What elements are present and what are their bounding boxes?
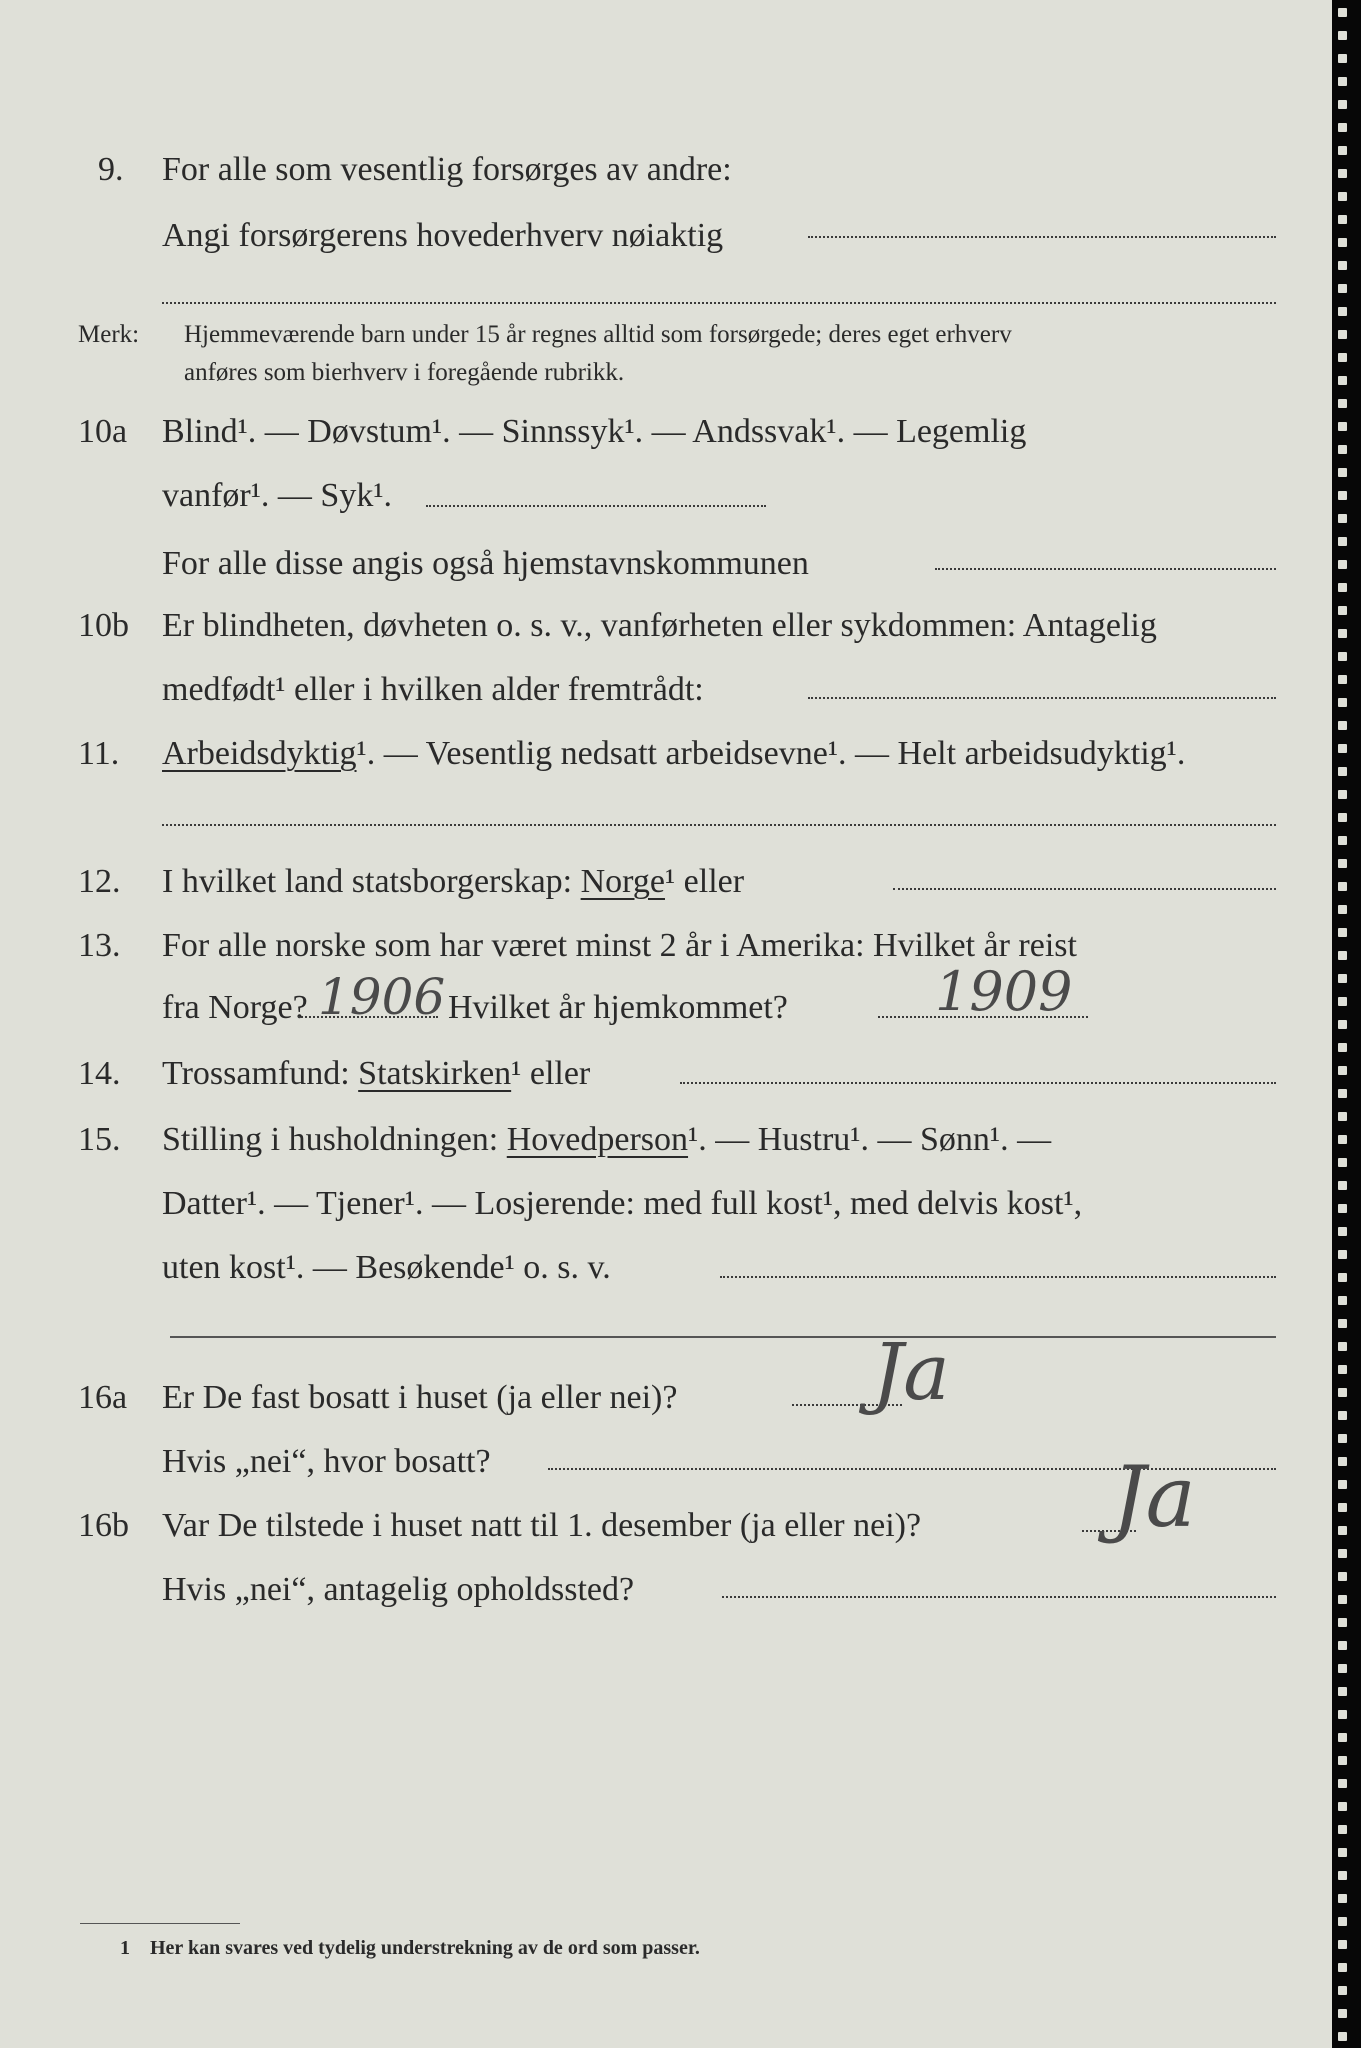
q10a-line1: Blind¹. — Døvstum¹. — Sinnssyk¹. — Andssvak¹. — Legemlig [162, 413, 1027, 450]
perforation-hole [1338, 2032, 1347, 2041]
perforation-hole [1338, 77, 1347, 86]
perforation-hole [1338, 1457, 1347, 1466]
q15-post: ¹. — Hustru¹. — Sønn¹. — [688, 1121, 1052, 1158]
q15-line3: uten kost¹. — Besøkende¹ o. s. v. [162, 1249, 611, 1286]
perforation-hole [1338, 1043, 1347, 1052]
perforation-hole [1338, 1848, 1347, 1857]
perforation-hole [1338, 1687, 1347, 1696]
perforation-hole [1338, 698, 1347, 707]
q11-number: 11. [78, 735, 120, 772]
q9-question: For alle som vesentlig forsørges av andre: [162, 151, 732, 188]
q14-underlined-option: Statskirken [358, 1055, 512, 1092]
q15-question: Stilling i husholdningen: [162, 1121, 499, 1158]
q14-question: Trossamfund: [162, 1055, 350, 1092]
perforation-hole [1338, 169, 1347, 178]
q13-handwritten-year-left: 1906 [318, 968, 446, 1026]
perforation-hole [1338, 1894, 1347, 1903]
footnote-rule [80, 1923, 240, 1924]
perforation-hole [1338, 606, 1347, 615]
perforation-hole [1338, 8, 1347, 17]
perforation-hole [1338, 1204, 1347, 1213]
q14-text [162, 1054, 590, 1094]
perforation-hole [1338, 1618, 1347, 1627]
perforation-hole [1338, 1365, 1347, 1374]
perforation-hole [1338, 1020, 1347, 1029]
q9-number: 9. [98, 151, 124, 188]
perforation-hole [1338, 951, 1347, 960]
q11-rest: ¹. — Vesentlig nedsatt arbeidsevne¹. — Helt arbeidsudyktig¹. [356, 735, 1186, 772]
q12-text [162, 862, 744, 902]
perforation-hole [1338, 836, 1347, 845]
perforation-hole [1338, 376, 1347, 385]
q14-post: ¹ eller [511, 1055, 591, 1092]
q11-line [162, 824, 1276, 826]
q10a-line2: vanfør¹. — Syk¹. [162, 477, 393, 514]
note-line1: Hjemmeværende barn under 15 år regnes alltid som forsørgede; deres eget erhverv [184, 321, 1012, 348]
perforation-hole [1338, 215, 1347, 224]
q9-extra-line [162, 302, 1276, 304]
perforation-hole [1338, 514, 1347, 523]
perforation-hole [1338, 1963, 1347, 1972]
q13-mid: Hvilket år hjemkommet? [448, 989, 788, 1026]
perforation-hole [1338, 1342, 1347, 1351]
perforation-hole [1338, 1710, 1347, 1719]
footnote-number: 1 [120, 1937, 130, 1959]
q16b-handwritten-answer: Ja [1112, 1448, 1196, 1546]
q10b-line2: medfødt¹ eller i hvilken alder fremtrådt: [162, 671, 704, 708]
q16a-number: 16a [78, 1379, 128, 1416]
perforation-hole [1338, 721, 1347, 730]
separator-line [170, 1336, 1276, 1338]
perforation-hole [1338, 1434, 1347, 1443]
q11-underlined-option: Arbeidsdyktig [162, 735, 357, 772]
q13-pre: fra Norge? [162, 989, 308, 1026]
perforation-hole [1338, 491, 1347, 500]
perforation-hole [1338, 1250, 1347, 1259]
perforation-hole [1338, 583, 1347, 592]
q12-number: 12. [78, 863, 121, 900]
q12-post: ¹ eller [664, 863, 745, 900]
note-label: Merk: [78, 321, 140, 348]
q14-answer-line [680, 1082, 1276, 1084]
perforation-hole [1338, 997, 1347, 1006]
perforation-hole [1338, 238, 1347, 247]
q16a-question: Er De fast bosatt i huset (ja eller nei)? [162, 1379, 678, 1416]
perforation-hole [1338, 790, 1347, 799]
perforation-hole [1338, 537, 1347, 546]
perforation-hole [1338, 1503, 1347, 1512]
perforation-hole [1338, 629, 1347, 638]
perforation-hole [1338, 54, 1347, 63]
perforation-hole [1338, 1158, 1347, 1167]
q13-line1: For alle norske som har været minst 2 år i Amerika: Hvilket år reist [162, 927, 1077, 964]
perforation-hole [1338, 1986, 1347, 1995]
note-line2: anføres som bierhverv i foregående rubrikk. [184, 359, 625, 386]
footnote-text: Her kan svares ved tydelig understrekning av de ord som passer. [150, 1937, 700, 1959]
q10a-answer-line [426, 505, 766, 507]
perforation-hole [1338, 905, 1347, 914]
perforation-hole [1338, 560, 1347, 569]
perforation-hole [1338, 192, 1347, 201]
q10a-hjemstavn-line [935, 568, 1276, 570]
perforation-hole [1338, 859, 1347, 868]
q12-question: I hvilket land statsborgerskap: [162, 863, 573, 900]
perforation-hole [1338, 468, 1347, 477]
q10a-number: 10a [78, 413, 128, 450]
q13-handwritten-year-right: 1909 [935, 960, 1073, 1023]
q16a-handwritten-answer: Ja [872, 1328, 950, 1418]
perforation-hole [1338, 767, 1347, 776]
perforation-hole [1338, 652, 1347, 661]
q16b-number: 16b [78, 1507, 129, 1544]
q12-underlined-option: Norge [580, 863, 665, 900]
perforation-hole [1338, 1940, 1347, 1949]
perforation-hole [1338, 1181, 1347, 1190]
perforation-hole [1338, 1089, 1347, 1098]
perforation-hole [1338, 882, 1347, 891]
perforation-hole [1338, 1917, 1347, 1926]
perforation-hole [1338, 1411, 1347, 1420]
perforation-hole [1338, 1296, 1347, 1305]
perforation-hole [1338, 1526, 1347, 1535]
q15-answer-line [720, 1276, 1276, 1278]
perforation-hole [1338, 100, 1347, 109]
perforation-hole [1338, 1756, 1347, 1765]
perforation-hole [1338, 1825, 1347, 1834]
perforation-hole [1338, 353, 1347, 362]
q15-line2: Datter¹. — Tjener¹. — Losjerende: med full kost¹, med delvis kost¹, [162, 1185, 1083, 1222]
perforation-hole [1338, 1733, 1347, 1742]
perforation-hole [1338, 1135, 1347, 1144]
perforation-hole [1338, 261, 1347, 270]
perforation-hole [1338, 675, 1347, 684]
perforation-hole [1338, 1066, 1347, 1075]
q9-line2: Angi forsørgerens hovederhverv nøiaktig [162, 217, 724, 254]
perforation-hole [1338, 813, 1347, 822]
q12-answer-line [893, 888, 1276, 890]
perforation-hole [1338, 307, 1347, 316]
q11-text [162, 734, 1185, 774]
perforation-hole [1338, 1273, 1347, 1282]
q16b-opholdssted-line [722, 1596, 1276, 1598]
q10b-answer-line [808, 697, 1276, 699]
perforation-hole [1338, 1388, 1347, 1397]
q15-number: 15. [78, 1121, 121, 1158]
perforation-hole [1338, 1112, 1347, 1121]
perforation-hole [1338, 974, 1347, 983]
q10b-line1: Er blindheten, døvheten o. s. v., vanførheten eller sykdommen: Antagelig [162, 607, 1157, 644]
q14-number: 14. [78, 1055, 121, 1092]
perforation-hole [1338, 330, 1347, 339]
perforation-hole [1338, 422, 1347, 431]
perforation-hole [1338, 1319, 1347, 1328]
perforation-hole [1338, 1664, 1347, 1673]
perforation-hole [1338, 445, 1347, 454]
q10b-number: 10b [78, 607, 129, 644]
perforation-hole [1338, 146, 1347, 155]
q16b-question: Var De tilstede i huset natt til 1. desember (ja eller nei)? [162, 1507, 922, 1544]
perforation-hole [1338, 1779, 1347, 1788]
perforation-hole [1338, 31, 1347, 40]
perforation-hole [1338, 1480, 1347, 1489]
perforation-hole [1338, 1871, 1347, 1880]
q15-text [162, 1120, 1051, 1160]
perforation-hole [1338, 1572, 1347, 1581]
perforation-hole [1338, 1595, 1347, 1604]
perforation-hole [1338, 2009, 1347, 2018]
perforation-hole [1338, 1802, 1347, 1811]
perforation-hole [1338, 1641, 1347, 1650]
q13-number: 13. [78, 927, 121, 964]
perforation-hole [1338, 928, 1347, 937]
perforation-hole [1338, 123, 1347, 132]
perforation-hole [1338, 744, 1347, 753]
perforation-hole [1338, 1227, 1347, 1236]
perforation-hole [1338, 399, 1347, 408]
perforation-hole [1338, 284, 1347, 293]
q10a-line3: For alle disse angis også hjemstavnskommunen [162, 545, 809, 582]
q15-underlined-option: Hovedperson [506, 1121, 689, 1158]
q16b-line2: Hvis „nei“, antagelig opholdssted? [162, 1571, 635, 1608]
perforation-hole [1338, 1549, 1347, 1558]
q9-answer-line [808, 236, 1276, 238]
q16a-line2: Hvis „nei“, hvor bosatt? [162, 1443, 491, 1480]
